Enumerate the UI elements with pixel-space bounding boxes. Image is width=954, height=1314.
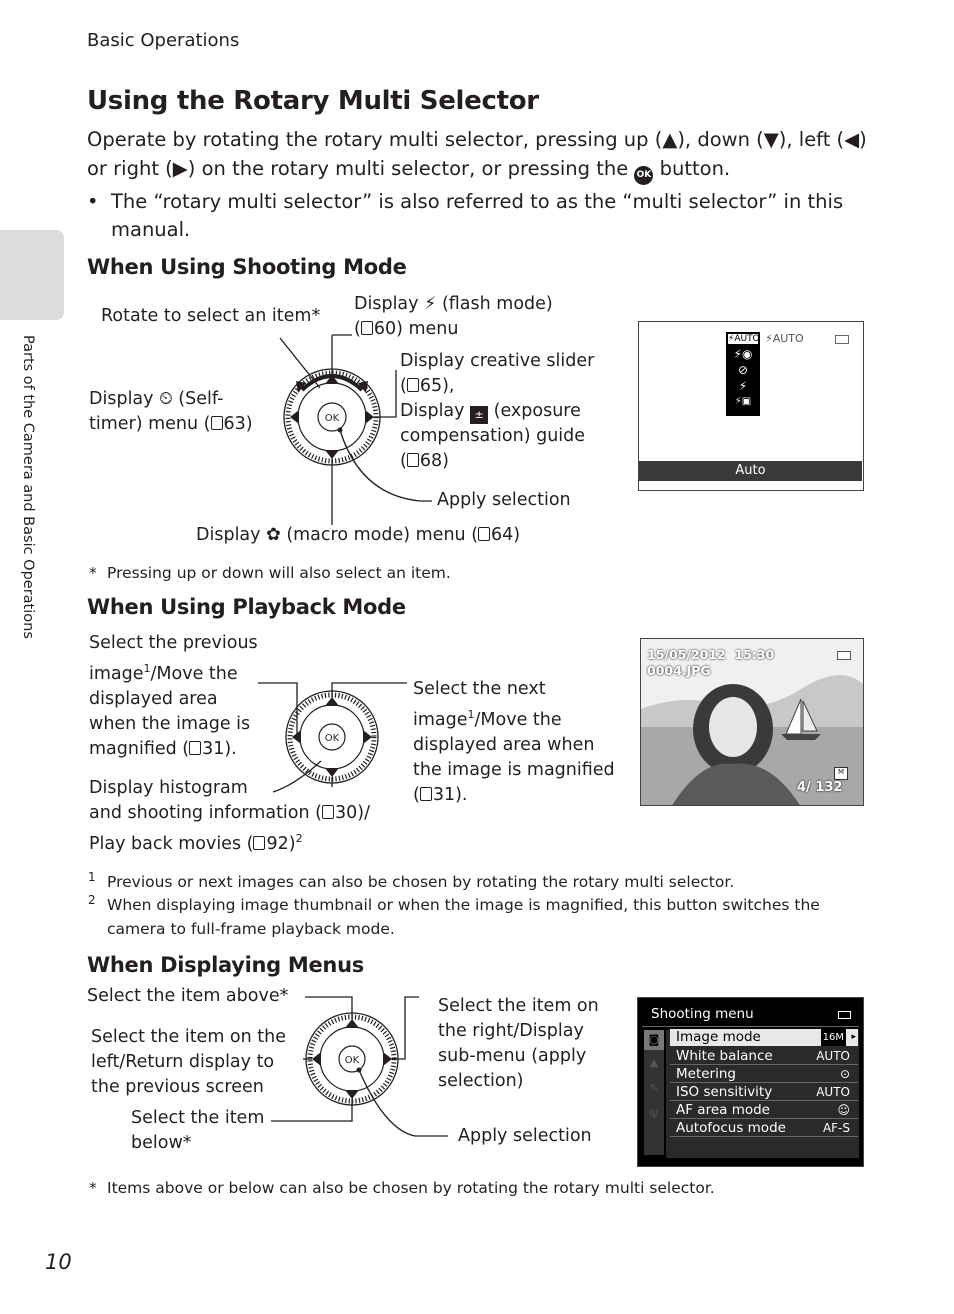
dial-ok-label: OK (324, 733, 340, 744)
section-header: Basic Operations (87, 30, 240, 51)
multi-selector-dial (284, 369, 380, 465)
multi-selector-dial (306, 1013, 398, 1105)
left-arrow-icon: ◀ (844, 128, 860, 151)
shooting-footnote: Pressing up or down will also select an item. (107, 564, 451, 582)
macro-icon: ✿ (266, 525, 281, 545)
playback-screen (640, 638, 864, 806)
scene-tab-icon: ▲ (649, 1056, 659, 1069)
red-eye-icon: ⚡◉ (733, 347, 753, 361)
intro-line-2: or right (▶) on the rotary multi selector, or pressing the OK button. (87, 154, 730, 185)
up-arrow-icon: ▲ (662, 128, 678, 151)
ok-button-icon: OK (634, 166, 653, 185)
image-mode-icon: M (834, 767, 848, 780)
histogram-label: Display histogram and shooting information ( 30)/ Play back movies ( 92)$^2$ (89, 778, 370, 854)
playback-heading: When Using Playback Mode (87, 595, 406, 619)
footnote-1-mark: 1 (88, 870, 96, 884)
menu-footnote-mark: * (89, 1179, 97, 1197)
menus-heading: When Displaying Menus (87, 953, 364, 977)
flash-auto-item: ⚡AUTO (728, 334, 760, 344)
battery-icon (835, 335, 849, 344)
reference-icon (211, 416, 223, 430)
flash-off-icon: ⊘ (737, 363, 749, 377)
flash-mode-list (726, 332, 760, 416)
down-arrow-icon: ▼ (763, 128, 779, 151)
next-image-label: Select the next image$^1$/Move the displayed area when the image is magnified ( 31). (413, 679, 615, 805)
previous-image-label: Select the previous image$^1$/Move the displayed area when the image is magnified ( 31). (89, 633, 258, 759)
bullet-text: The “rotary multi selector” is also referred to as the “multi selector” in this (111, 190, 844, 213)
select-right-label: Select the item on the right/Display sub-menu (apply selection) (438, 996, 599, 1091)
sidebar-label: Parts of the Camera and Basic Operations (20, 335, 36, 639)
self-timer-label: Display ⏲ (Self- timer) menu ( 63) (89, 389, 253, 434)
slow-sync-icon: ⚡▣ (734, 396, 752, 407)
menu-item-af-area-mode[interactable]: AF area mode ☺ (670, 1102, 858, 1119)
flash-icon: ⚡ (424, 294, 437, 314)
menu-screen-title: Shooting menu (651, 1006, 754, 1022)
footnote-1: Previous or next images can also be chosen by rotating the rotary multi selector. (107, 873, 735, 891)
video-tab-icon: ✎ (649, 1082, 659, 1095)
dial-ok-label: OK (324, 413, 340, 424)
flash-label: Display ⚡ (flash mode) ( 60) menu (354, 294, 553, 339)
select-above-label: Select the item above* (87, 986, 289, 1006)
camera-tab-icon: ◙ (644, 1030, 664, 1050)
menu-item-image-mode[interactable]: Image mode 16M ▸ (670, 1029, 858, 1046)
menu-apply-label: Apply selection (458, 1126, 592, 1146)
shooting-footnote-mark: * (89, 564, 97, 582)
macro-label: Display ✿ (macro mode) menu ( 64) (196, 525, 521, 545)
self-timer-icon: ⏲ (159, 389, 173, 409)
shooting-heading: When Using Shooting Mode (87, 255, 407, 279)
submenu-arrow-icon: ▸ (851, 1032, 856, 1042)
menu-divider (642, 1026, 859, 1027)
dial-ok-label: OK (344, 1055, 360, 1066)
side-tab (0, 230, 64, 320)
menu-item-metering[interactable]: Metering ⊙ (670, 1066, 858, 1083)
multi-selector-dial (286, 691, 378, 783)
footnote-2-mark: 2 (88, 893, 96, 907)
select-below-label: Select the item below* (131, 1108, 265, 1153)
menu-footnote: Items above or below can also be chosen by rotating the rotary multi selector. (107, 1179, 715, 1197)
intro-line-1: Operate by rotating the rotary multi selector, pressing up (▲), down (▼), left (◀) (87, 128, 867, 151)
menu-item-iso-sensitivity[interactable]: ISO sensitivity AUTO (670, 1084, 858, 1101)
shooting-screen (638, 321, 864, 491)
reference-icon (420, 787, 432, 801)
page-title: Using the Rotary Multi Selector (87, 86, 539, 116)
menu-item-white-balance[interactable]: White balance AUTO (670, 1048, 858, 1065)
page-number: 10 (45, 1250, 72, 1274)
setup-tab-icon: Ψ (649, 1108, 659, 1121)
reference-icon (253, 836, 265, 850)
reference-icon (478, 527, 490, 541)
bullet-dot: • (87, 190, 99, 213)
select-left-label: Select the item on the left/Return display to the previous screen (91, 1027, 287, 1097)
battery-icon (838, 1011, 851, 1019)
menu-screen (637, 997, 864, 1167)
playback-filename: 0004.JPG (647, 663, 711, 678)
shooting-dial-diagram (260, 320, 460, 540)
battery-icon (837, 651, 851, 660)
reference-icon (189, 741, 201, 755)
current-flash-indicator: ⚡AUTO (765, 332, 804, 345)
rotate-label: Rotate to select an item* (101, 306, 321, 326)
playback-dial-diagram (255, 675, 415, 800)
menu-dial-diagram (265, 990, 455, 1140)
playback-counter: 4/ 132 (797, 780, 843, 795)
footnote-2: When displaying image thumbnail or when the image is magnified, this button switches the camera to full-frame playback mode. (107, 896, 820, 938)
creative-label: Display creative slider ( 65), Display ± (exposure compensation) guide ( 68) (400, 351, 595, 471)
menu-item-autofocus-mode[interactable]: Autofocus mode AF-S (670, 1120, 858, 1137)
menu-tab-strip (644, 1030, 664, 1155)
playback-datetime: 15/05/2012 15:30 (647, 647, 775, 662)
apply-selection-label: Apply selection (437, 490, 571, 510)
exposure-compensation-icon: ± (470, 406, 488, 424)
reference-icon (322, 805, 334, 819)
right-arrow-icon: ▶ (172, 157, 188, 180)
fill-flash-icon: ⚡ (738, 379, 748, 393)
bullet-text-cont: manual. (111, 218, 191, 241)
flash-mode-caption: Auto (639, 461, 862, 481)
